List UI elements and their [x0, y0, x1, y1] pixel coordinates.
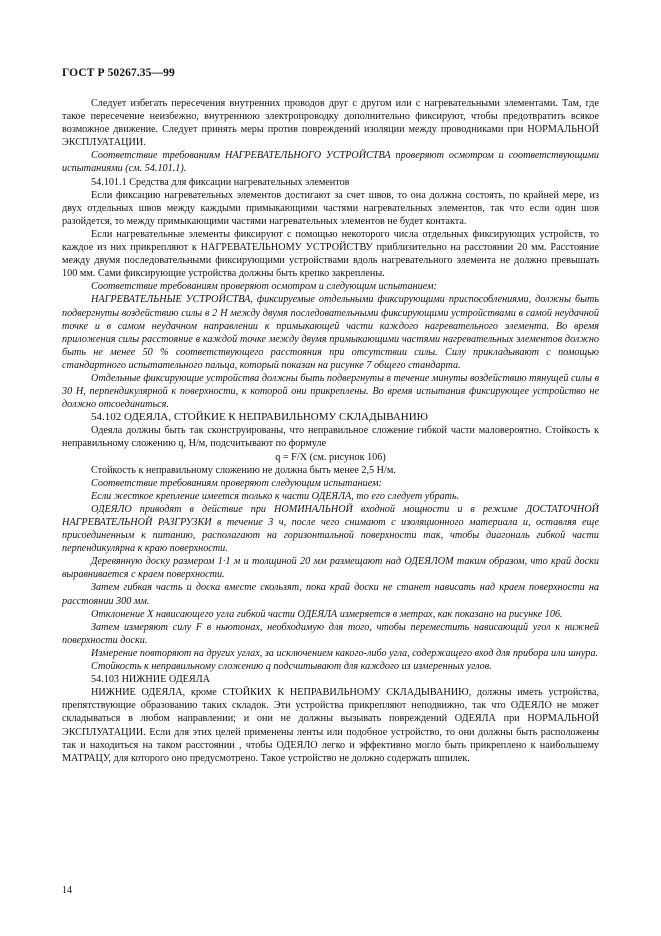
- compliance-note: Соответствие требованиям проверяют следующим испытанием:: [91, 477, 382, 489]
- paragraph: Если нагревательные элементы фиксируют с помощью некоторого числа отдельных фиксирующих устройств, то каждое из них прикрепляют к НАГРЕВАТЕЛЬНОМУ УСТРОЙСТВУ приблизительно на расстоянии 20 мм. Расстояние между двумя последовательными фиксирующими устройствами вдоль нагревательного элемента не должно превышать 100 мм. Сами фиксирующие устройства должны быть крепко закреплены.: [62, 228, 599, 280]
- test-procedure: Отдельные фиксирующие устройства должны быть подвергнуты в течение минуты воздействию тянущей силы в 30 Н, перпендикулярной к поверхности, к которой они прикреплены. Во время испытания фиксирующее устройство не должно отсоединиться.: [62, 372, 599, 411]
- paragraph: Одеяла должны быть так сконструированы, что неправильное сложение гибкой части маловероятно. Стойкость к неправильному сложению q, Н/м, подсчитывают по формуле: [62, 425, 599, 450]
- test-procedure: Если жесткое крепление имеется только к части ОДЕЯЛА, то его следует убрать.: [91, 490, 460, 502]
- paragraph: Если фиксацию нагревательных элементов достигают за счет швов, то она должна состоять, по крайней мере, из двух отдельных швов между каждыми примыкающими частями нагревательных элементов, так что если один шов разойдется, то между примыкающими частями нагревательных элементов не будет контакта.: [62, 189, 599, 227]
- test-procedure: Отклонение X нависающего угла гибкой части ОДЕЯЛА измеряется в метрах, как показано на рисунке 106.: [91, 608, 563, 620]
- paragraph: НИЖНИЕ ОДЕЯЛА, кроме СТОЙКИХ К НЕПРАВИЛЬНОМУ СКЛАДЫВАНИЮ, должны иметь устройства, препятствующие образованию таких складок. Эти устройства прикрепляют неподвижно, так что ОДЕЯЛО не может складываться в любом направлении; и они не должны вызывать повреждений ОДЕЯЛА при НОРМАЛЬНОЙ ЭКСПЛУАТАЦИИ. Если для этих целей применены ленты или подобное устройство, то они должны быть расположены так и находиться на таком расстоянии , чтобы ОДЕЯЛО легко и эффективно могло быть прикреплено к наибольшему МАТРАЦУ, для которого оно предусмотрено. Такое устройство не должно содержать шпилек.: [62, 687, 599, 764]
- test-procedure: Измерение повторяют на других углах, за исключением какого-либо угла, содержащего вход для прибора или шнура.: [91, 647, 598, 659]
- clause-heading: 54.103 НИЖНИЕ ОДЕЯЛА: [91, 674, 210, 686]
- paragraph: Следует избегать пересечения внутренних проводов друг с другом или с нагревательными элементами. Там, где такое пересечение неизбежно, внутреннюю электропроводку дополнительно фиксируют, чтобы предотвратить всякое возможное движение. Следует принять меры против повреждений изоляции между проводниками при НОРМАЛЬНОЙ ЭКСПЛУАТАЦИИ.: [62, 98, 599, 149]
- test-procedure: Стойкость к неправильному сложению q подсчитывают для каждого из измеренных углов.: [91, 661, 492, 673]
- test-procedure: Деревянную доску размером 1·1 м и толщиной 20 мм размещают над ОДЕЯЛОМ таким образом, что край доски выравнивается с краем поверхности.: [62, 556, 599, 581]
- test-procedure: Затем гибкая часть и доска вместе скользят, пока край доски не станет нависать над краем поверхности на расстоянии 300 мм.: [62, 582, 599, 607]
- clause-heading: 54.102 ОДЕЯЛА, СТОЙКИЕ К НЕПРАВИЛЬНОМУ СКЛАДЫВАНИЮ: [91, 411, 428, 424]
- test-procedure: Затем измеряют силу F в ньютонах, необходимую для того, чтобы переместить нависающий угол к нижней поверхности доски.: [62, 621, 599, 646]
- clause-heading: 54.101.1 Средства для фиксации нагревательных элементов: [91, 176, 350, 188]
- compliance-note: Соответствие требованиям проверяют осмотром и следующим испытанием:: [91, 281, 437, 293]
- compliance-note: Соответствие требованиям НАГРЕВАТЕЛЬНОГО УСТРОЙСТВА проверяют осмотром и соответствующими испытаниями (см. 54.101.1).: [62, 150, 599, 175]
- document-header: ГОСТ Р 50267.35—99: [62, 67, 175, 79]
- test-procedure: ОДЕЯЛО приводят в действие при НОМИНАЛЬНОЙ входной мощности и в режиме ДОСТАТОЧНОЙ НАГРЕВАТЕЛЬНОЙ РАЗГРУЗКИ в течение 3 ч, после чего снимают с изоляционного материала и, оставляя еще присоединенным к питанию, располагают на горизонтальной поверхности так, чтобы диагональ гибкой части перпендикулярна к краю поверхности.: [62, 503, 599, 555]
- paragraph: Стойкость к неправильному сложению не должна быть менее 2,5 Н/м.: [91, 464, 396, 476]
- page-body: [62, 97, 599, 765]
- test-procedure: НАГРЕВАТЕЛЬНЫЕ УСТРОЙСТВА, фиксируемые отдельными фиксирующими приспособлениями, должны быть подвергнуты воздействию силы в 2 Н между двумя последовательными фиксирующими устройствами в самой неудачной точке и в самом неудачном направлении к примыкающей части каждого нагревательного элемента. Во время приложения силы расстояние в каждой точке между двумя примыкающими частями нагревательных элементов должно быть не менее 50 % соответствующего расстояния при отсутствии силы. Силу прикладывают с помощью стандартного испытательного пальца, который показан на рисунке 7 общего стандарта.: [62, 294, 599, 371]
- page-number: 14: [62, 885, 72, 896]
- formula: q = F/X (см. рисунок 106): [275, 451, 386, 463]
